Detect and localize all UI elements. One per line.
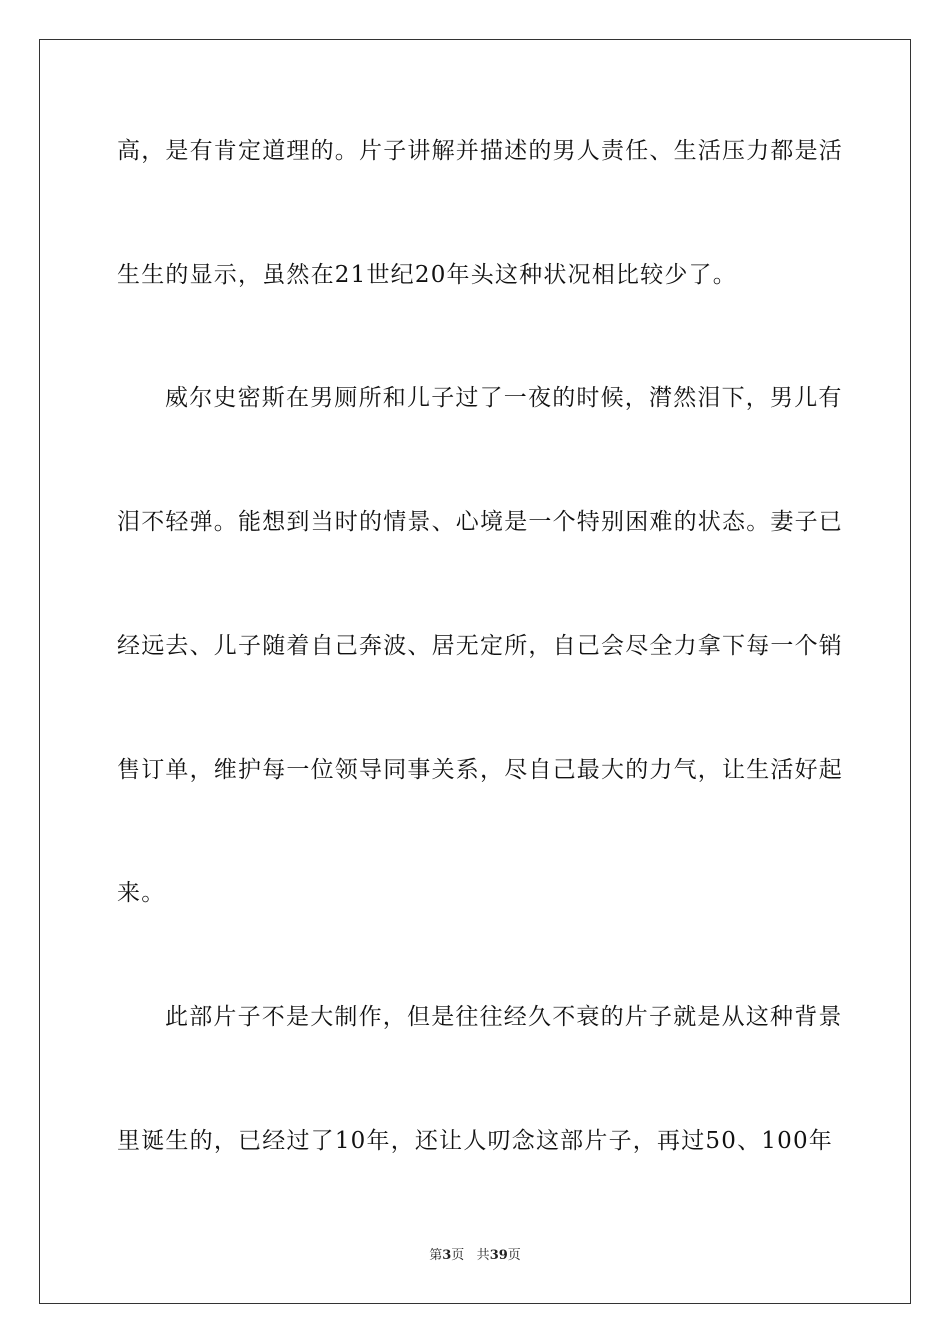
text-line-5: 经远去、儿子随着自己奔波、居无定所，自己会尽全力拿下每一个销 xyxy=(117,633,843,659)
text-line-1: 高，是有肯定道理的。片子讲解并描述的男人责任、生活压力都是活 xyxy=(117,138,843,164)
text-line-4: 泪不轻弹。能想到当时的情景、心境是一个特别困难的状态。妻子已 xyxy=(117,509,843,535)
footer-page-prefix: 第 xyxy=(429,1248,443,1263)
footer-total-prefix: 共 xyxy=(476,1248,490,1263)
text-line-8: 此部片子不是大制作，但是往往经久不衰的片子就是从这种背景 xyxy=(165,1004,843,1030)
text-line-2: 生生的显示，虽然在21世纪20年头这种状况相比较少了。 xyxy=(117,262,737,288)
footer-total-pages: 39 xyxy=(489,1248,508,1263)
footer-page-suffix: 页 xyxy=(451,1248,465,1263)
text-line-9: 里诞生的，已经过了10年，还让人叨念这部片子，再过50、100年 xyxy=(117,1128,833,1154)
page-border xyxy=(39,39,911,1304)
text-line-6: 售订单，维护每一位领导同事关系，尽自己最大的力气，让生活好起 xyxy=(117,757,843,783)
text-line-7: 来。 xyxy=(117,880,166,906)
text-line-3: 威尔史密斯在男厕所和儿子过了一夜的时候，潸然泪下，男儿有 xyxy=(165,385,843,411)
page-footer xyxy=(0,1247,950,1265)
footer-total-suffix: 页 xyxy=(507,1248,521,1263)
footer-page-number: 3 xyxy=(442,1248,452,1263)
